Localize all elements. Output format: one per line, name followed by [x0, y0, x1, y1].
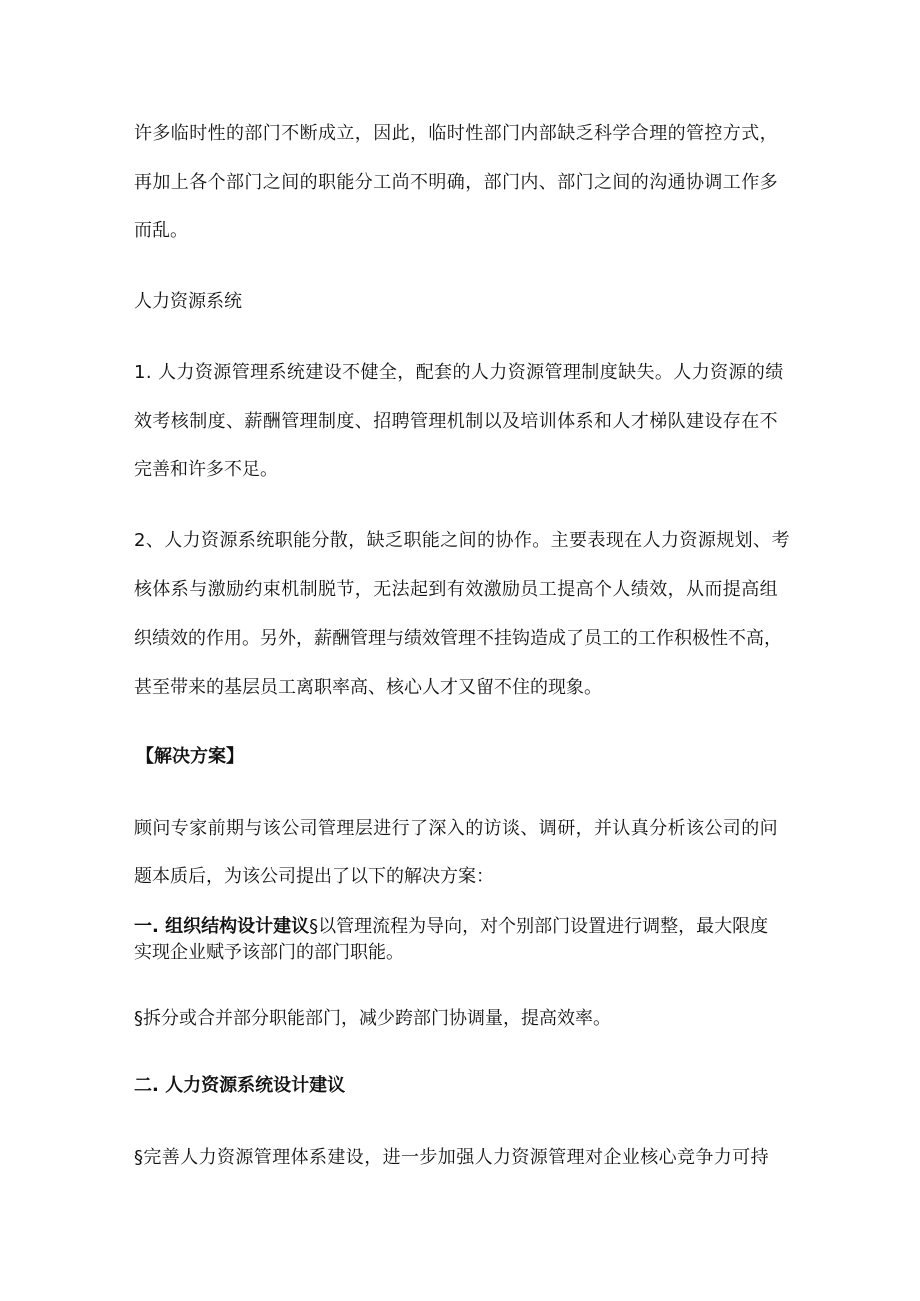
section-line: §完善人力资源管理体系建设，进一步加强人力资源管理对企业核心竞争力可持 [134, 1147, 769, 1168]
section-line: 实现企业赋予该部门的部门职能。 [134, 942, 404, 963]
paragraph-line: 顾问专家前期与该公司管理层进行了深入的访谈、调研，并认真分析该公司的问 [134, 818, 778, 839]
section-text: §以管理流程为导向，对个别部门设置进行调整，最大限度 [309, 916, 769, 937]
paragraph-line: 题本质后，为该公司提出了以下的解决方案： [134, 866, 494, 887]
section-title: 二. 人力资源系统设计建议 [134, 1075, 346, 1096]
list-item-line: 甚至带来的基层员工离职率高、核心人才又留不住的现象。 [134, 677, 602, 698]
list-item-line: 核体系与激励约束机制脱节，无法起到有效激励员工提高个人绩效，从而提高组 [134, 579, 778, 600]
list-item-line: 完善和许多不足。 [134, 459, 278, 480]
solution-heading: 【解决方案】 [136, 746, 244, 767]
list-item-line: 1. 人力资源管理系统建设不健全，配套的人力资源管理制度缺失。人力资源的绩 [134, 362, 784, 383]
section-line [134, 918, 768, 936]
paragraph-line: 再加上各个部门之间的职能分工尚不明确，部门内、部门之间的沟通协调工作多 [134, 172, 778, 193]
paragraph-line: 许多临时性的部门不断成立，因此，临时性部门内部缺乏科学合理的管控方式， [134, 123, 778, 144]
paragraph-line: 而乱。 [134, 220, 188, 241]
section-heading: 人力资源系统 [134, 291, 242, 312]
section-line: §拆分或合并部分职能部门，减少跨部门协调量，提高效率。 [134, 1008, 611, 1029]
list-item-line: 2、人力资源系统职能分散，缺乏职能之间的协作。主要表现在人力资源规划、考 [134, 530, 790, 551]
list-item-line: 效考核制度、薪酬管理制度、招聘管理机制以及培训体系和人才梯队建设存在不 [134, 411, 778, 432]
list-item-line: 织绩效的作用。另外，薪酬管理与绩效管理不挂钩造成了员工的工作积极性不高， [134, 628, 782, 649]
section-title: 一. 组织结构设计建议 [134, 916, 310, 937]
